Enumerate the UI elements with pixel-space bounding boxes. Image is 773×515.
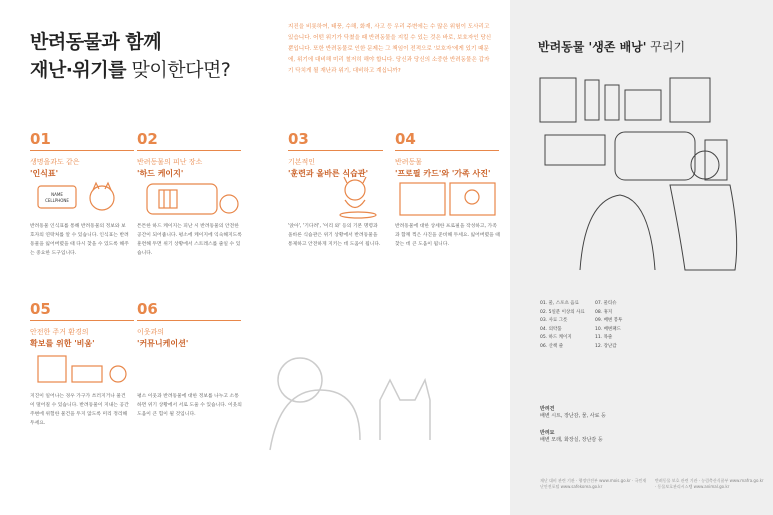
legend-row bbox=[540, 309, 670, 318]
caption-key: '훈련과 올바른 식습관' bbox=[288, 169, 369, 178]
section-01 bbox=[30, 130, 140, 179]
section-06 bbox=[137, 300, 247, 349]
id-tag-illustration bbox=[30, 178, 125, 223]
intro-text: 지진을 비롯하여, 태풍, 수해, 화재, 사고 등 우리 주변에는 수 많은 위험이 도사리고 있습니다. 어떤 위기가 닥쳤을 때 반려동물을 지킬 수 있는 것은 바로, 보호자인 당신 뿐입니다. 또한 반려동물로 인한 문제는 그 책임이 전적으로 '보호자'에게 있기 때문에, 위기에 대비해 미리 철저히 해야 합니다. 당신과 당신의 소중한 반려동물은 갑자기 닥치게 될 재난과 위기, 대비하고 계십니까? bbox=[288, 24, 492, 74]
cage-illustration bbox=[137, 178, 247, 223]
right-title-bold: 반려동물 '생존 배낭' bbox=[538, 40, 647, 54]
section-caption bbox=[137, 327, 247, 349]
legend-row bbox=[540, 326, 670, 335]
section-02 bbox=[137, 130, 247, 179]
section-number: 02 bbox=[137, 130, 241, 151]
legend-row bbox=[540, 343, 670, 352]
caption-text: 이웃과의 bbox=[137, 328, 165, 336]
section-04-body: 반려동물에 대한 상세한 프로필을 작성하고, 가족과 함께 찍은 사진을 준비해 두세요. 잃어버렸을 때 찾는 데 큰 도움이 됩니다. bbox=[395, 224, 500, 247]
section-number: 04 bbox=[395, 130, 499, 151]
cat-label: 반려묘 bbox=[540, 430, 555, 436]
legend-item: 10. 배변패드 bbox=[595, 326, 621, 332]
section-05 bbox=[30, 300, 140, 349]
section-number: 03 bbox=[288, 130, 383, 151]
dog-cat-illustration bbox=[240, 330, 510, 480]
caption-text: 안전한 주거 환경의 bbox=[30, 328, 89, 336]
section-01-body: 반려동물 인식표를 통해 반려동물의 정보와 보호자의 연락처를 알 수 있습니다. 인식표는 반려동물을 잃어버렸을 때 다시 찾을 수 있도록 해주는 중요한 도구입니다. bbox=[30, 224, 129, 256]
caption-key: '커뮤니케이션' bbox=[137, 339, 189, 348]
tag-phone: CELLPHONE bbox=[45, 198, 69, 203]
cat-note bbox=[540, 429, 606, 443]
footer-left: 재난 대비 관련 기관 · 행정안전부 www.mois.go.kr · 국민재난안전포털 www.safekorea.go.kr bbox=[540, 478, 647, 489]
caption-key: '인식표' bbox=[30, 169, 59, 178]
section-number: 01 bbox=[30, 130, 134, 151]
caption-key: 확보를 위한 '비움' bbox=[30, 339, 95, 348]
legend-item: 01. 물, 스포츠 음료 bbox=[540, 301, 579, 306]
legend-item: 08. 휴지 bbox=[595, 309, 613, 315]
legend-item: 11. 목줄 bbox=[595, 335, 613, 340]
legend-item: 12. 장난감 bbox=[595, 343, 617, 349]
tag-name: NAME bbox=[51, 192, 63, 197]
page-title bbox=[30, 28, 230, 84]
title-line2 bbox=[30, 56, 230, 84]
section-03 bbox=[288, 130, 388, 179]
cat-note-text: 배변 모래, 화장실, 장난감 등 bbox=[540, 437, 603, 443]
section-number: 05 bbox=[30, 300, 134, 321]
profile-card-illustration bbox=[395, 178, 505, 223]
caption-key: '프로필 카드'와 '가족 사진' bbox=[395, 169, 491, 178]
caption-text: 생명을과도 같은 bbox=[30, 158, 80, 166]
room-illustration bbox=[30, 348, 135, 388]
legend-item: 06. 산책 줄 bbox=[540, 343, 564, 349]
dog-note-text: 배변 시트, 장난감, 물, 사료 등 bbox=[540, 413, 606, 419]
title-line2-bold: 재난·위기를 bbox=[30, 59, 126, 81]
caption-text: 반려동물 bbox=[395, 158, 423, 166]
caption-text: 기본적인 bbox=[288, 158, 316, 166]
legend-item: 03. 사료 그릇 bbox=[540, 318, 568, 323]
footer-right: 반려동물 보호 관련 기관 · 농림축산식품부 www.mafra.go.kr · 동물보호관리시스템 www.animal.go.kr bbox=[655, 478, 764, 489]
legend-item: 07. 물티슈 bbox=[595, 301, 617, 306]
legend-row bbox=[540, 334, 670, 343]
title-line1: 반려동물과 함께 bbox=[30, 31, 162, 53]
caption-key: '하드 케이지' bbox=[137, 169, 184, 178]
pet-notes bbox=[540, 405, 606, 443]
legend-row bbox=[540, 300, 670, 309]
legend-row bbox=[540, 317, 670, 326]
survival-kit-illustration bbox=[520, 70, 765, 300]
right-title bbox=[538, 38, 685, 55]
dog-note bbox=[540, 405, 606, 419]
legend bbox=[540, 300, 670, 351]
section-05-body: 지진이 일어나는 경우 가구가 쓰러지거나 물건이 떨어질 수 있습니다. 반려동물이 지내는 공간 주변에 위험한 물건을 두지 않도록 미리 정리해 두세요. bbox=[30, 394, 129, 426]
dog-training-illustration bbox=[330, 175, 390, 220]
section-caption bbox=[30, 157, 140, 179]
section-06-body: 평소 이웃과 반려동물에 대한 정보를 나누고 소통하면 위기 상황에서 서로 도울 수 있습니다. 이웃의 도움이 큰 힘이 될 것입니다. bbox=[137, 394, 242, 417]
section-caption bbox=[137, 157, 247, 179]
legend-item: 05. 하드 케이지 bbox=[540, 335, 572, 340]
caption-text: 반려동물의 피난 장소 bbox=[137, 158, 203, 166]
legend-item: 04. 의약품 bbox=[540, 326, 562, 332]
right-title-thin: 꾸리기 bbox=[646, 40, 686, 54]
section-caption bbox=[395, 157, 505, 179]
dog-label: 반려견 bbox=[540, 406, 555, 412]
title-line2-thin: 맞이한다면? bbox=[126, 59, 231, 81]
section-number: 06 bbox=[137, 300, 241, 321]
legend-item: 02. 5일분 이상의 사료 bbox=[540, 309, 585, 315]
section-02-body: 튼튼한 하드 케이지는 피난 시 반려동물의 안전한 공간이 되어줍니다. 평소에 케이지에 익숙해지도록 훈련해 두면 위기 상황에서 스트레스를 줄일 수 있습니다. bbox=[137, 224, 242, 256]
section-04 bbox=[395, 130, 505, 179]
section-03-body: '앉아', '기다려', '이리 와' 등의 기본 명령과 올바른 식습관은 위기 상황에서 반려동물을 통제하고 안전하게 지키는 데 도움이 됩니다. bbox=[288, 224, 381, 247]
legend-item: 09. 배변 봉투 bbox=[595, 318, 623, 323]
section-caption bbox=[30, 327, 140, 349]
